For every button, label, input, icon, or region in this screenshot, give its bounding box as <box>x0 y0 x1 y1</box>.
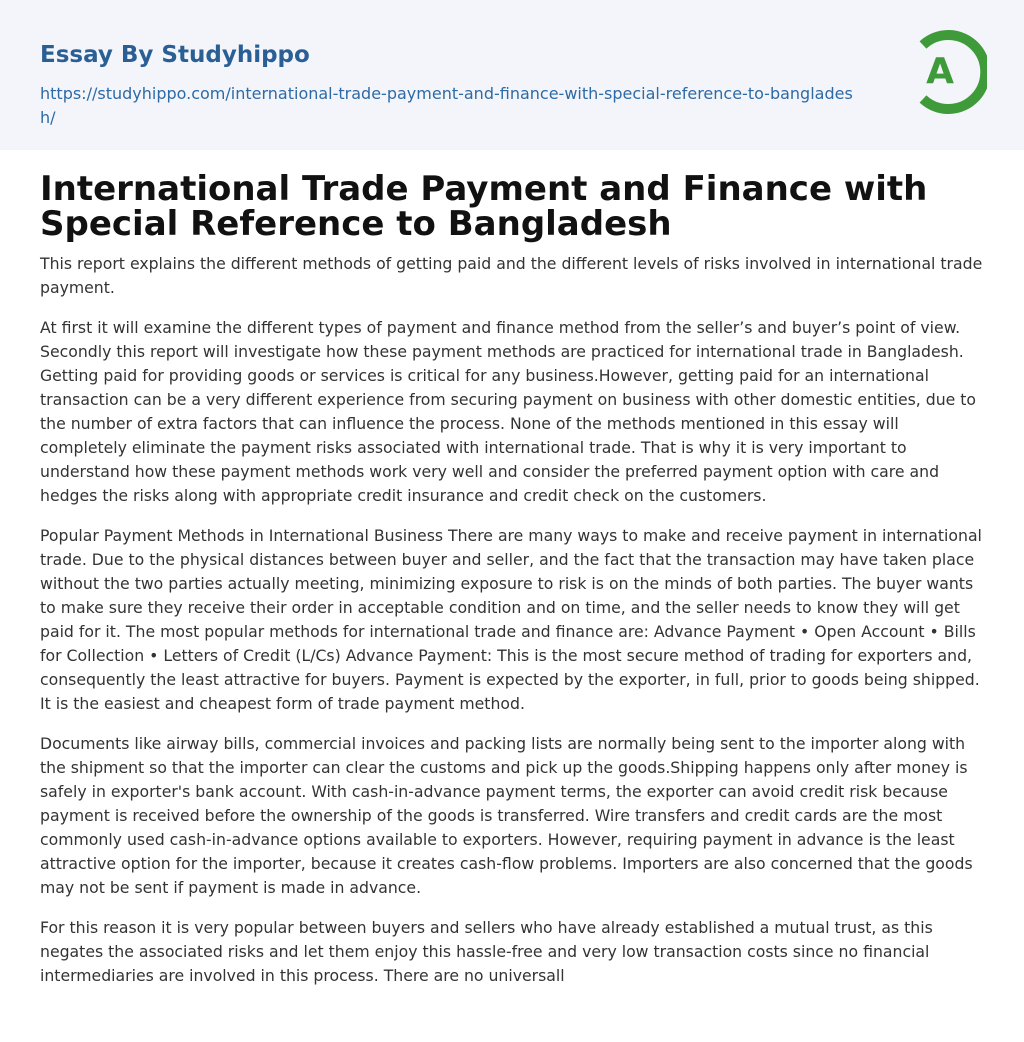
source-url-link[interactable]: https://studyhippo.com/international-trade-payment-and-finance-with-special-reference-to-bangladesh/ <box>40 84 853 127</box>
studyhippo-logo-icon[interactable] <box>909 28 987 116</box>
article-title: International Trade Payment and Finance with Special Reference to Bangladesh <box>40 169 928 244</box>
article-paragraph: Documents like airway bills, commercial invoices and packing lists are normally being sent to the importer along with the shipment so that the importer can clear the customs and pick up the goods.Shipping happens only after money is safely in exporter's bank account. With cash-in-advance payment terms, the exporter can avoid credit risk because payment is received before the ownership of the goods is transferred. Wire transfers and credit cards are the most commonly used cash-in-advance options available to exporters. However, requiring payment in advance is the least attractive option for the importer, because it creates cash-flow problems. Importers are also concerned that the goods may not be sent if payment is made in advance. <box>40 734 973 897</box>
site-header <box>0 0 1024 150</box>
brand-title[interactable]: Essay By Studyhippo <box>40 42 310 68</box>
article-paragraph: For this reason it is very popular between buyers and sellers who have already established a mutual trust, as this negates the associated risks and let them enjoy this hassle-free and very low transaction costs since no financial intermediaries are involved in this process. There are no universall <box>40 918 933 985</box>
logo-letter: A <box>926 51 954 92</box>
article-paragraph: This report explains the different methods of getting paid and the different levels of risks involved in international trade payment. <box>40 254 983 297</box>
article <box>0 150 1024 988</box>
article-paragraph: Popular Payment Methods in International Business There are many ways to make and receive payment in international trade. Due to the physical distances between buyer and seller, and the fact that the transaction may have taken place without the two parties actually meeting, minimizing exposure to risk is on the minds of both parties. The buyer wants to make sure they receive their order in acceptable condition and on time, and the seller needs to know they will get paid for it. The most popular methods for international trade and finance are: Advance Payment • Open Account • Bills for Collection • Letters of Credit (L/Cs) Advance Payment: This is the most secure method of trading for exporters and, consequently the least attractive for buyers. Payment is expected by the exporter, in full, prior to goods being shipped. It is the easiest and cheapest form of trade payment method. <box>40 526 982 713</box>
article-paragraph: At first it will examine the different types of payment and finance method from the seller’s and buyer’s point of view. Secondly this report will investigate how these payment methods are practiced for international trade in Bangladesh. Getting paid for providing goods or services is critical for any business.However, getting paid for an international transaction can be a very different experience from securing payment on business with other domestic entities, due to the number of extra factors that can influence the process. None of the methods mentioned in this essay will completely eliminate the payment risks associated with international trade. That is why it is very important to understand how these payment methods work very well and consider the preferred payment option with care and hedges the risks along with appropriate credit insurance and credit check on the customers. <box>40 318 977 505</box>
